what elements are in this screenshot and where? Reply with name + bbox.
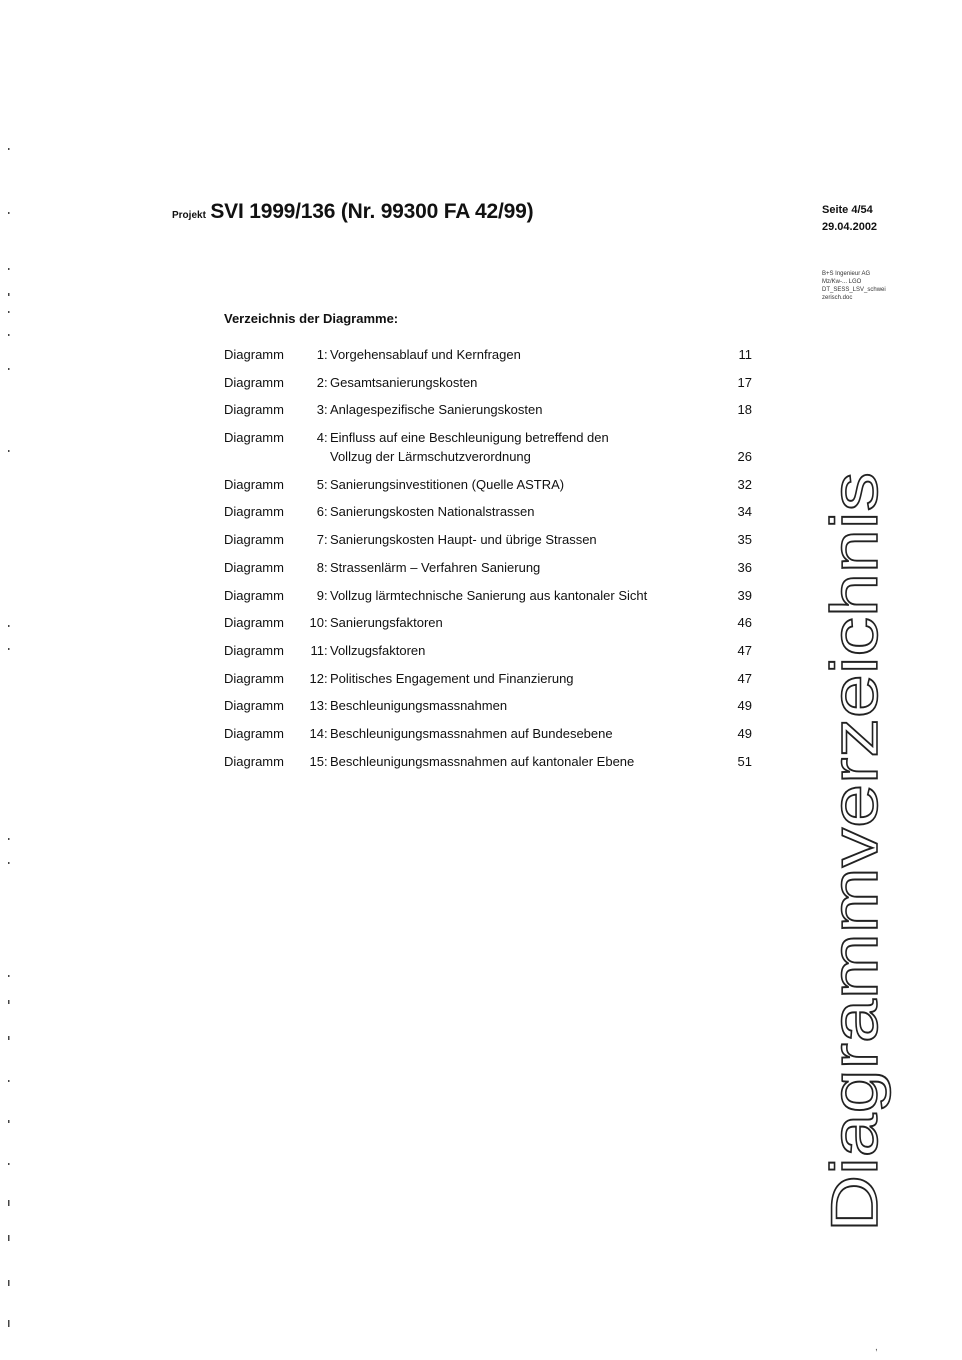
entry-label: Diagramm xyxy=(224,504,284,520)
entry-separator: : xyxy=(324,374,328,390)
entry-separator: : xyxy=(324,504,328,520)
diagram-entry xyxy=(224,586,754,605)
entry-number: 1 xyxy=(316,347,324,362)
diagram-entry xyxy=(224,373,754,392)
file-info-line: zerisch.doc xyxy=(822,295,853,301)
entry-number: 5 xyxy=(316,476,324,492)
entry-title xyxy=(330,696,720,715)
entry-title-line: Sanierungsfaktoren xyxy=(330,615,443,631)
entry-label: Diagramm xyxy=(224,347,284,362)
project-label: Projekt xyxy=(172,210,206,221)
entry-title xyxy=(330,641,720,660)
entry-page: 51 xyxy=(737,753,752,769)
project-header xyxy=(172,200,533,224)
entry-title-line: Beschleunigungsmassnahmen auf Bundesebene xyxy=(330,725,613,741)
entry-separator: : xyxy=(324,532,328,548)
diagram-list xyxy=(224,345,754,779)
diagram-entry xyxy=(224,530,754,549)
entry-page: 32 xyxy=(737,476,752,492)
entry-number: 3 xyxy=(316,402,324,418)
entry-label: Diagramm xyxy=(224,532,284,548)
entry-title xyxy=(330,428,720,466)
entry-title-line: Vollzugsfaktoren xyxy=(330,642,426,658)
scan-margin-marks xyxy=(0,0,20,1360)
side-title-graphic xyxy=(817,470,891,1232)
entry-title-line: Vorgehensablauf und Kernfragen xyxy=(330,347,521,362)
page-number: Seite 4/54 xyxy=(822,204,873,216)
entry-page: 36 xyxy=(737,559,752,575)
entry-label: Diagramm xyxy=(224,615,284,631)
diagram-entry xyxy=(224,613,754,632)
diagram-entry xyxy=(224,400,754,419)
diagram-entry xyxy=(224,428,754,466)
entry-page: 11 xyxy=(738,347,752,362)
entry-page: 46 xyxy=(737,615,752,631)
diagram-entry xyxy=(224,345,754,364)
entry-label: Diagramm xyxy=(224,374,284,390)
entry-number: 13 xyxy=(309,698,324,714)
entry-title-line: Sanierungskosten Haupt- und übrige Strassen xyxy=(330,532,597,548)
entry-number: 2 xyxy=(316,374,324,390)
entry-page: 47 xyxy=(737,642,752,658)
corner-mark: , xyxy=(875,1342,878,1353)
entry-page: 47 xyxy=(737,670,752,686)
section-title: Verzeichnis der Diagramme: xyxy=(224,311,399,326)
entry-title-line: Vollzug der Lärmschutzverordnung xyxy=(330,449,531,465)
entry-number: 15 xyxy=(309,753,324,769)
entry-title-line: Politisches Engagement und Finanzierung xyxy=(330,670,574,686)
entry-label: Diagramm xyxy=(224,698,284,714)
diagram-entry xyxy=(224,475,754,494)
entry-separator: : xyxy=(324,753,328,769)
diagram-entry xyxy=(224,696,754,715)
entry-separator: : xyxy=(324,587,328,603)
margin-dots xyxy=(8,148,10,1327)
entry-title-line: Strassenlärm – Verfahren Sanierung xyxy=(330,559,541,575)
entry-label: Diagramm xyxy=(224,559,284,575)
entry-number: 11 xyxy=(310,642,324,658)
entry-title xyxy=(330,475,720,494)
entry-title xyxy=(330,669,720,688)
entry-separator: : xyxy=(324,402,328,418)
entry-separator: : xyxy=(324,670,328,686)
entry-number: 8 xyxy=(316,559,324,575)
entry-number: 7 xyxy=(316,532,324,548)
entry-separator: : xyxy=(324,725,328,741)
entry-number: 10 xyxy=(309,615,324,631)
entry-number: 14 xyxy=(309,725,324,741)
entry-title xyxy=(330,724,720,743)
entry-title-line: Beschleunigungsmassnahmen xyxy=(330,698,508,714)
diagram-entry xyxy=(224,724,754,743)
entry-page: 18 xyxy=(737,402,752,418)
entry-page: 26 xyxy=(737,449,752,465)
file-info xyxy=(822,270,886,302)
entry-separator: : xyxy=(324,698,328,714)
file-info-line: Mz/Kw-... LGO xyxy=(822,279,862,285)
entry-title xyxy=(330,373,720,392)
entry-page: 39 xyxy=(737,587,752,603)
entry-title-line: Beschleunigungsmassnahmen auf kantonaler Ebene xyxy=(330,753,635,769)
diagram-entry xyxy=(224,641,754,660)
entry-page: 49 xyxy=(737,725,752,741)
entry-title xyxy=(330,400,720,419)
diagram-entry xyxy=(224,502,754,521)
document-date: 29.04.2002 xyxy=(822,221,878,233)
entry-separator: : xyxy=(324,559,328,575)
entry-label: Diagramm xyxy=(224,725,284,741)
entry-title-line: Einfluss auf eine Beschleunigung betreffend den xyxy=(330,430,609,446)
entry-page: 34 xyxy=(737,504,752,520)
file-info-line: B+S Ingenieur AG xyxy=(822,271,871,277)
entry-separator: : xyxy=(324,642,328,658)
entry-title xyxy=(330,586,720,605)
entry-label: Diagramm xyxy=(224,587,284,603)
diagram-entry xyxy=(224,558,754,577)
project-title: SVI 1999/136 (Nr. 99300 FA 42/99) xyxy=(210,200,534,223)
entry-title-line: Sanierungskosten Nationalstrassen xyxy=(330,504,535,520)
entry-number: 9 xyxy=(316,587,324,603)
entry-label: Diagramm xyxy=(224,670,284,686)
page-meta xyxy=(822,202,877,236)
entry-title xyxy=(330,752,720,771)
entry-label: Diagramm xyxy=(224,476,284,492)
entry-label: Diagramm xyxy=(224,642,284,658)
entry-number: 12 xyxy=(309,670,324,686)
entry-page: 35 xyxy=(737,532,752,548)
entry-title xyxy=(330,530,720,549)
entry-separator: : xyxy=(324,430,328,446)
entry-title xyxy=(330,613,720,632)
entry-title-line: Sanierungsinvestitionen (Quelle ASTRA) xyxy=(330,476,565,492)
entry-number: 6 xyxy=(316,504,324,520)
entry-title xyxy=(330,345,720,364)
entry-title-line: Anlagespezifische Sanierungskosten xyxy=(330,402,543,418)
diagram-entry xyxy=(224,752,754,771)
entry-title-line: Vollzug lärmtechnische Sanierung aus kantonaler Sicht xyxy=(330,587,648,603)
entry-page: 17 xyxy=(737,374,752,390)
side-title xyxy=(817,470,891,1232)
side-title-text: Diagrammverzeichnis xyxy=(817,597,891,1232)
file-info-line: DT_SESS_LSV_schwei xyxy=(822,287,886,293)
diagram-entry xyxy=(224,669,754,688)
entry-title-line: Gesamtsanierungskosten xyxy=(330,374,478,390)
entry-label: Diagramm xyxy=(224,430,284,446)
entry-label: Diagramm xyxy=(224,753,284,769)
entry-label: Diagramm xyxy=(224,402,284,418)
entry-number: 4 xyxy=(316,430,324,446)
entry-page: 49 xyxy=(737,698,752,714)
entry-separator: : xyxy=(324,347,328,362)
entry-title xyxy=(330,558,720,577)
entry-separator: : xyxy=(324,615,328,631)
entry-separator: : xyxy=(324,476,328,492)
entry-title xyxy=(330,502,720,521)
